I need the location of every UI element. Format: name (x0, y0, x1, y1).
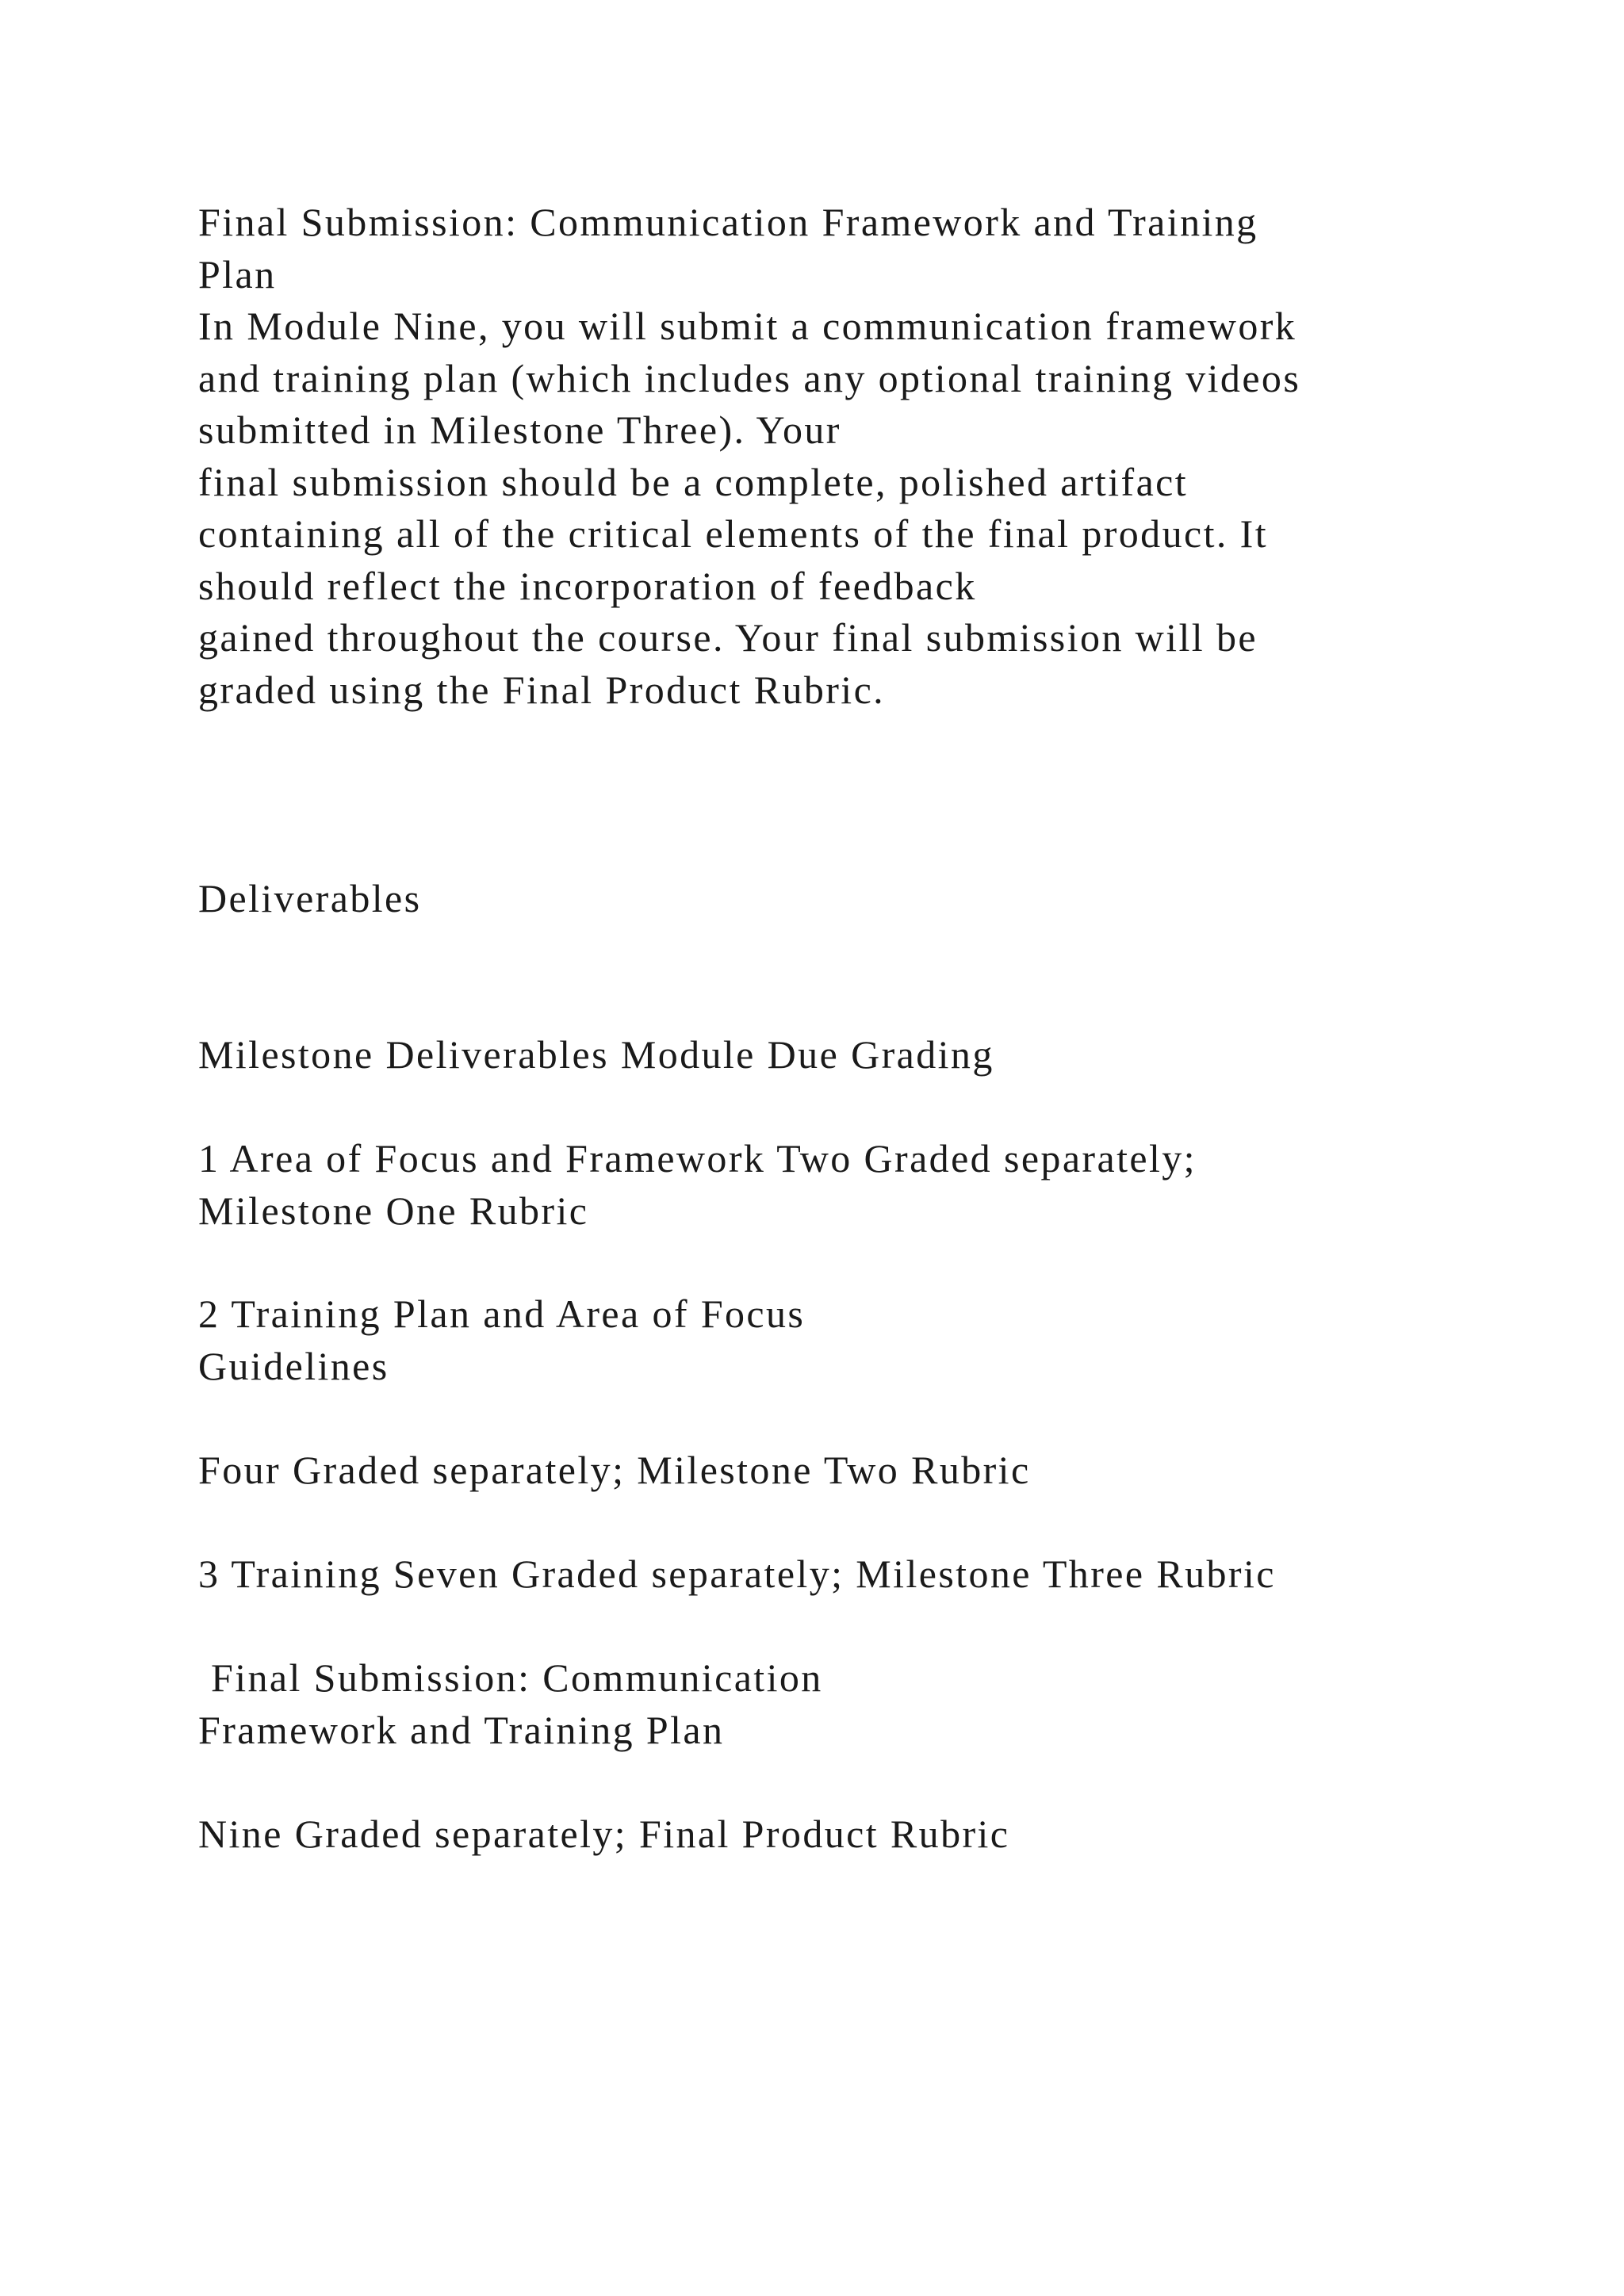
intro-paragraph (198, 197, 1507, 716)
milestone-2-row (198, 1288, 1507, 1392)
table-header-text: Milestone Deliverables Module Due Grading (198, 1032, 994, 1077)
final-submission-grading-text: Nine Graded separately; Final Product Rubric (198, 1812, 1010, 1856)
intro-title-line-1: Final Submission: Communication Framework and Training (198, 200, 1258, 244)
milestone-2-grading-text: Four Graded separately; Milestone Two Rubric (198, 1448, 1031, 1492)
final-submission-line-1: Final Submission: Communication (211, 1655, 823, 1700)
deliverables-heading (198, 873, 1507, 925)
milestone-2-line-1: 2 Training Plan and Area of Focus (198, 1292, 806, 1336)
final-submission-grading (198, 1808, 1507, 1861)
intro-line-8: should reflect the incorporation of feedback (198, 563, 977, 608)
intro-line-4: and training plan (which includes any optional training videos (198, 355, 1301, 400)
intro-title-line-2: Plan (198, 251, 277, 297)
milestone-2-grading (198, 1445, 1507, 1497)
milestone-3-row (198, 1548, 1507, 1601)
intro-line-3: In Module Nine, you will submit a communication framework (198, 304, 1297, 348)
intro-line-5: submitted in Milestone Three). Your (198, 408, 841, 452)
intro-line-9: gained throughout the course. Your final submission will be (198, 615, 1258, 660)
milestone-1-row (198, 1133, 1507, 1237)
intro-line-6: final submission should be a complete, polished artifact (198, 459, 1189, 504)
final-submission-line-2: Framework and Training Plan (198, 1707, 725, 1752)
final-submission-row (198, 1652, 1507, 1756)
milestone-1-line-1: 1 Area of Focus and Framework Two Graded separately; (198, 1136, 1197, 1181)
milestone-1-line-2: Milestone One Rubric (198, 1188, 589, 1233)
table-header (198, 1029, 1507, 1081)
deliverables-heading-text: Deliverables (198, 876, 422, 920)
intro-line-7: containing all of the critical elements of the final product. It (198, 511, 1269, 556)
milestone-3-text: 3 Training Seven Graded separately; Milestone Three Rubric (198, 1552, 1276, 1596)
milestone-2-line-2: Guidelines (198, 1343, 389, 1388)
intro-line-10: graded using the Final Product Rubric. (198, 667, 886, 712)
